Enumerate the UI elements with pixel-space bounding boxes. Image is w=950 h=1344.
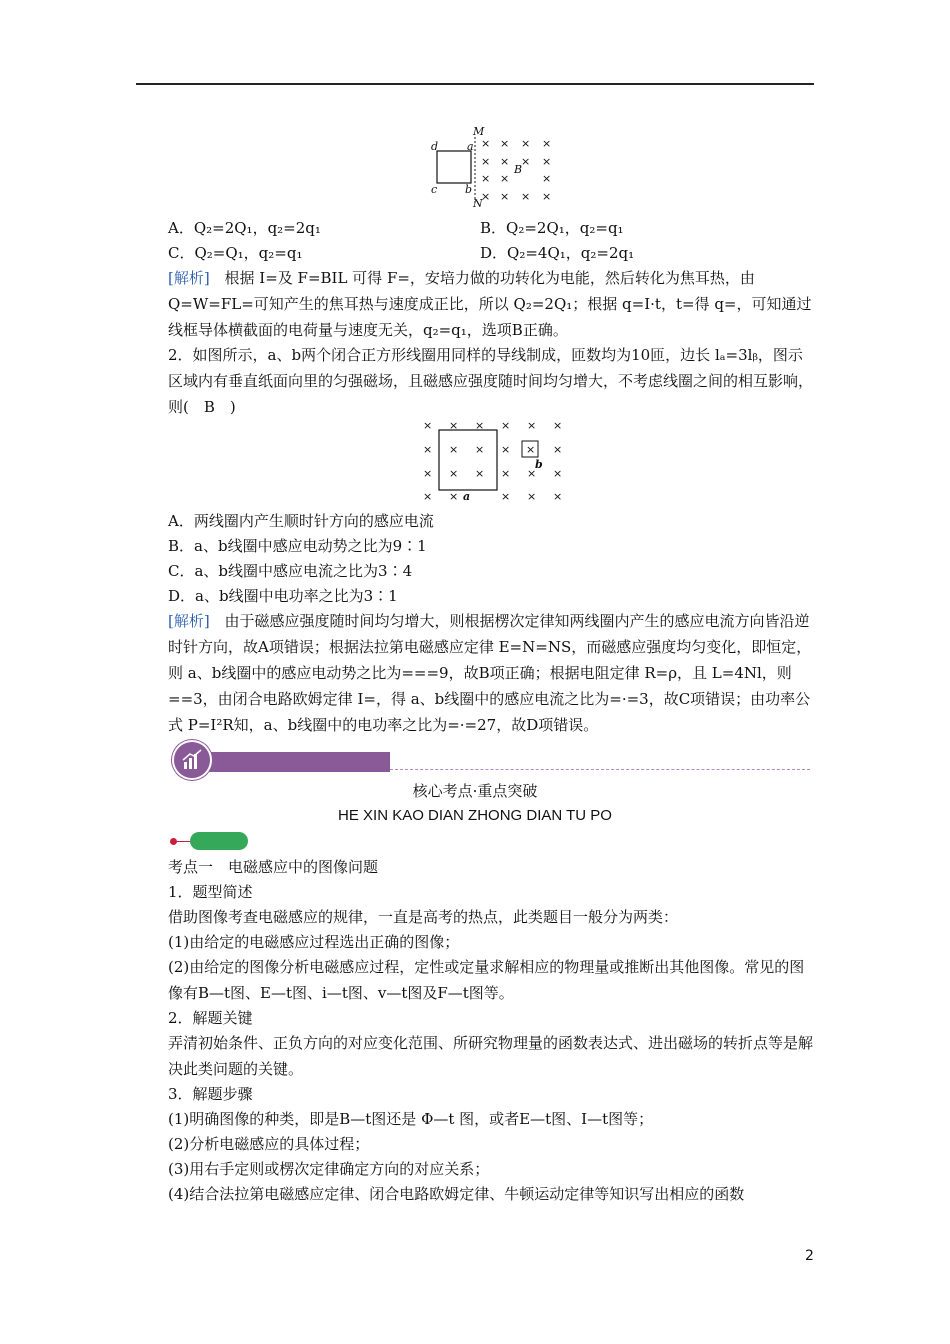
analysis-tag-2: [解析] bbox=[168, 612, 210, 630]
label-b-2: b bbox=[535, 458, 543, 471]
label-a: a bbox=[467, 140, 474, 153]
q1-analysis-text: 根据 I=及 F=BIL 可得 F=，安培力做的功转化为电能，然后转化为焦耳热，由 Q=W=FL=可知产生的焦耳热与速度成正比，所以 Q₂=2Q₁；根据 q=I·t，t=得 q=，可知通过线框导体横截面的电荷量与速度无关，q₂=q₁，选项B正确。 bbox=[168, 269, 812, 339]
svg-text:×: × bbox=[423, 419, 433, 432]
q1-option-d: D．Q₂=4Q₁，q₂=2q₁ bbox=[480, 244, 635, 262]
q2-option-d: D．a、b线圈中电功率之比为3∶1 bbox=[168, 587, 398, 605]
svg-text:×: × bbox=[501, 419, 511, 432]
section-3-para-2: (2)分析电磁感应的具体过程； bbox=[168, 1135, 370, 1153]
section-subtitle: HE XIN KAO DIAN ZHONG DIAN TU PO bbox=[338, 807, 612, 824]
svg-text:×: × bbox=[526, 443, 536, 456]
svg-text:×: × bbox=[475, 419, 485, 432]
q2-option-a: A．两线圈内产生顺时针方向的感应电流 bbox=[168, 512, 434, 530]
svg-text:×: × bbox=[527, 490, 537, 503]
label-b: b bbox=[465, 183, 473, 196]
svg-text:×: × bbox=[553, 443, 563, 456]
label-a-2: a bbox=[463, 490, 471, 503]
svg-text:×: × bbox=[501, 490, 511, 503]
section-2-heading: 2．解题关键 bbox=[168, 1009, 253, 1027]
section-1-heading: 1．题型简述 bbox=[168, 883, 253, 901]
svg-text:×: × bbox=[553, 467, 563, 480]
q2-analysis-text: 由于磁感应强度随时间均匀增大，则根据楞次定律知两线圈内产生的感应电流方向皆沿逆时针方向，故A项错误；根据法拉第电磁感应定律 E=N=NS，而磁感应强度均匀变化，即恒定，则 a、b线圈中的感应电动势之比为===9，故B项正确；根据电阻定律 R=ρ，且 L=4Nl，则==3，由闭合电路欧姆定律 I=，得 a、b线圈中的感应电流之比为=·=3，故C项错误；由功率公式 P=I²R知，a、b线圈中的电功率之比为=·=27，故D项错误。 bbox=[168, 612, 812, 734]
chart-icon-badge bbox=[172, 740, 212, 780]
svg-text:×: × bbox=[423, 490, 433, 503]
section-1-para-3: (2)由给定的图像分析电磁感应过程，定性或定量求解相应的物理量或推断出其他图像。常见的图像有B—t图、E—t图、i—t图、v—t图及F—t图等。 bbox=[168, 958, 805, 1002]
marker-line bbox=[177, 841, 191, 842]
page-number: 2 bbox=[805, 1248, 814, 1264]
svg-text:×: × bbox=[449, 490, 459, 503]
label-c: c bbox=[431, 183, 438, 196]
figure-1-diagram bbox=[425, 125, 565, 207]
square-loop bbox=[437, 151, 471, 183]
svg-text:×: × bbox=[553, 490, 563, 503]
q2-analysis bbox=[168, 608, 816, 738]
label-N: N bbox=[473, 197, 483, 207]
section-1-para-2: (1)由给定的电磁感应过程选出正确的图像； bbox=[168, 933, 460, 951]
q2-option-b: B．a、b线圈中感应电动势之比为9∶1 bbox=[168, 537, 427, 555]
section-banner-dash bbox=[390, 769, 810, 770]
section-3-heading: 3．解题步骤 bbox=[168, 1085, 253, 1103]
svg-text:×: × bbox=[475, 443, 485, 456]
svg-text:×: × bbox=[521, 190, 531, 203]
section-title: 核心考点·重点突破 bbox=[412, 782, 538, 800]
q1-option-a: A．Q₂=2Q₁，q₂=2q₁ bbox=[168, 219, 321, 237]
header-rule bbox=[136, 83, 814, 85]
svg-text:×: × bbox=[449, 467, 459, 480]
svg-text:×: × bbox=[423, 443, 433, 456]
section-1-para-1: 借助图像考查电磁感应的规律，一直是高考的热点，此类题目一般分为两类： bbox=[168, 908, 679, 926]
svg-text:×: × bbox=[423, 467, 433, 480]
label-M: M bbox=[473, 125, 485, 138]
figure-2-diagram bbox=[415, 414, 575, 506]
svg-text:×: × bbox=[449, 443, 459, 456]
svg-text:×: × bbox=[475, 467, 485, 480]
svg-text:×: × bbox=[542, 155, 552, 168]
q1-analysis bbox=[168, 265, 816, 343]
svg-text:×: × bbox=[481, 137, 491, 150]
svg-text:×: × bbox=[501, 467, 511, 480]
section-2-para-1: 弄清初始条件、正负方向的对应变化范围、所研究物理量的函数表达式、进出磁场的转折点等是解决此类问题的关键。 bbox=[168, 1034, 814, 1078]
analysis-tag: [解析] bbox=[168, 269, 210, 287]
marker-pill bbox=[190, 832, 248, 850]
svg-text:×: × bbox=[527, 419, 537, 432]
q1-option-b: B．Q₂=2Q₁，q₂=q₁ bbox=[480, 219, 624, 237]
loop-a bbox=[439, 430, 497, 490]
svg-text:×: × bbox=[500, 190, 510, 203]
svg-text:×: × bbox=[449, 419, 459, 432]
svg-text:×: × bbox=[521, 155, 531, 168]
label-B: B bbox=[514, 163, 523, 176]
q2-option-c: C．a、b线圈中感应电流之比为3∶4 bbox=[168, 562, 413, 580]
topic-heading: 考点一 电磁感应中的图像问题 bbox=[168, 858, 379, 876]
svg-text:×: × bbox=[542, 172, 552, 185]
svg-text:×: × bbox=[500, 172, 510, 185]
q1-option-c: C．Q₂=Q₁，q₂=q₁ bbox=[168, 244, 303, 262]
svg-text:×: × bbox=[527, 467, 537, 480]
svg-text:×: × bbox=[542, 137, 552, 150]
svg-text:×: × bbox=[521, 137, 531, 150]
q2-stem: 2．如图所示，a、b两个闭合正方形线圈用同样的导线制成，匝数均为10匝，边长 lₐ=3lᵦ，图示区域内有垂直纸面向里的匀强磁场，且磁感应强度随时间均匀增大，不考虑线圈之间的相互影响，则( B ) bbox=[168, 346, 814, 416]
svg-text:×: × bbox=[481, 155, 491, 168]
label-d: d bbox=[431, 140, 439, 153]
svg-text:×: × bbox=[481, 172, 491, 185]
marker-dot bbox=[170, 838, 177, 845]
svg-text:×: × bbox=[481, 190, 491, 203]
section-3-para-1: (1)明确图像的种类，即是B—t图还是 Φ—t 图，或者E—t图、I—t图等； bbox=[168, 1110, 654, 1128]
svg-text:×: × bbox=[500, 155, 510, 168]
svg-text:×: × bbox=[542, 190, 552, 203]
svg-text:×: × bbox=[553, 419, 563, 432]
chart-icon bbox=[174, 742, 210, 778]
svg-text:×: × bbox=[500, 137, 510, 150]
section-3-para-4: (4)结合法拉第电磁感应定律、闭合电路欧姆定律、牛顿运动定律等知识写出相应的函数 bbox=[168, 1185, 745, 1203]
section-3-para-3: (3)用右手定则或楞次定律确定方向的对应关系； bbox=[168, 1160, 490, 1178]
svg-text:×: × bbox=[501, 443, 511, 456]
